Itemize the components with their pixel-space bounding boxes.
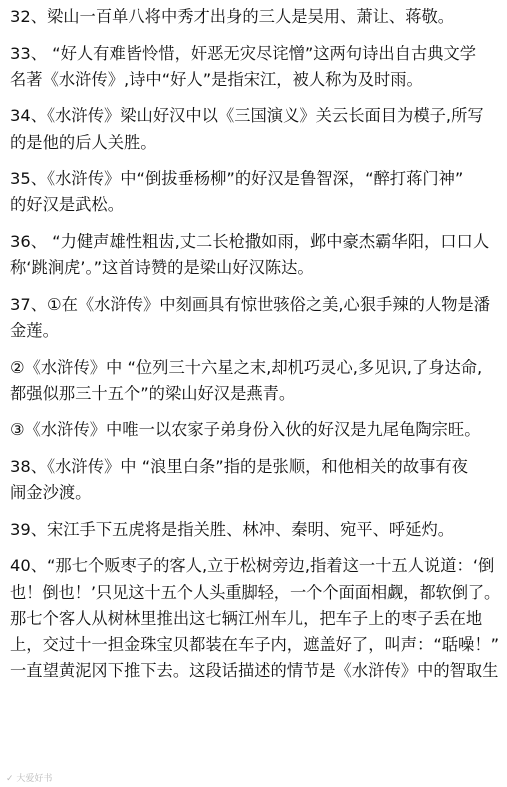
text-line: 的是他的后人关胜。 bbox=[10, 132, 157, 152]
watermark: ✓ 大爱好书 bbox=[6, 774, 53, 784]
text-line: 34、《水浒传》梁山好汉中以《三国演义》关云长面目为模子,所写 bbox=[10, 106, 484, 126]
document-body bbox=[10, 4, 500, 684]
list-item bbox=[10, 41, 500, 93]
list-item bbox=[10, 103, 500, 155]
text-line: 名著《水浒传》,诗中“好人”是指宋江，被人称为及时雨。 bbox=[10, 69, 423, 89]
text-line: 的好汉是武松。 bbox=[10, 195, 124, 215]
list-item bbox=[10, 517, 500, 543]
list-item bbox=[10, 454, 500, 506]
list-item bbox=[10, 355, 500, 407]
text-line: 36、 “力健声雄性粗齿,丈二长枪撒如雨，邺中豪杰霸华阳，口口人 bbox=[10, 231, 490, 251]
text-line: 39、宋江手下五虎将是指关胜、林冲、秦明、宛平、呼延灼。 bbox=[10, 519, 455, 539]
list-item bbox=[10, 4, 500, 30]
list-item bbox=[10, 229, 500, 281]
text-line: 35、《水浒传》中“倒拔垂杨柳”的好汉是鲁智深，“醉打蒋门神” bbox=[10, 169, 464, 189]
text-line: 称‘跳涧虎’。”这首诗赞的是梁山好汉陈达。 bbox=[10, 258, 314, 278]
text-line: 都强似那三十五个”的梁山好汉是燕青。 bbox=[10, 383, 296, 403]
text-line: 38、《水浒传》中 “浪里白条”指的是张顺，和他相关的故事有夜 bbox=[10, 456, 468, 476]
list-item bbox=[10, 553, 500, 684]
text-line: 上，交过十一担金珠宝贝都装在车子内，遮盖好了，叫声：“聒噪！” bbox=[10, 634, 500, 654]
text-line: 37、①在《水浒传》中刻画具有惊世骇俗之美,心狠手辣的人物是潘 bbox=[10, 294, 491, 314]
text-line: 一直望黄泥冈下推下去。这段话描述的情节是《水浒传》中的智取生 bbox=[10, 661, 499, 681]
text-line: 那七个客人从树林里推出这七辆江州车儿，把车子上的枣子丢在地 bbox=[10, 608, 483, 628]
text-line: ③《水浒传》中唯一以农家子弟身份入伙的好汉是九尾龟陶宗旺。 bbox=[10, 420, 481, 440]
text-line: 33、 “好人有难皆怜惜，奸恶无灾尽诧憎”这两句诗出自古典文学 bbox=[10, 43, 477, 63]
list-item bbox=[10, 417, 500, 443]
text-line: 也！倒也！’只见这十五个人头重脚轻，一个个面面相觑，都软倒了。 bbox=[10, 582, 501, 602]
text-line: 40、“那七个贩枣子的客人,立于松树旁边,指着这一十五人说道：‘倒 bbox=[10, 556, 495, 576]
text-line: ②《水浒传》中 “位列三十六星之末,却机巧灵心,多见识,了身达命, bbox=[10, 357, 483, 377]
list-item bbox=[10, 292, 500, 344]
text-line: 32、梁山一百单八将中秀才出身的三人是吴用、萧让、蒋敬。 bbox=[10, 7, 455, 26]
text-line: 金莲。 bbox=[10, 320, 59, 340]
list-item bbox=[10, 166, 500, 218]
text-line: 闹金沙渡。 bbox=[10, 483, 92, 503]
